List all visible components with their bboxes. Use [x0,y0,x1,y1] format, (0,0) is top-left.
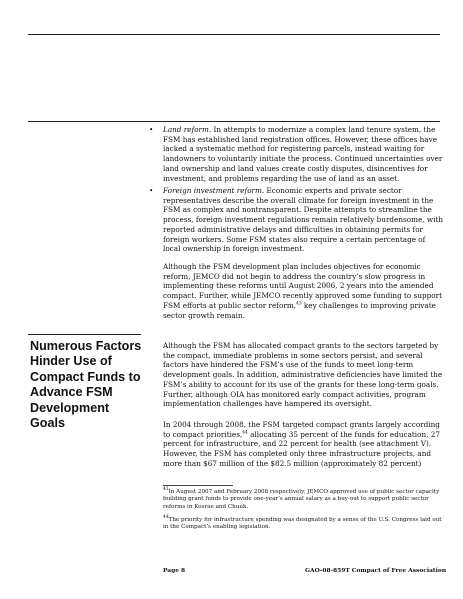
footnote-separator [163,485,233,486]
bullet-land-reform [149,125,443,183]
bullet-body: In attempts to modernize a complex land tenure system, the FSM has established land registration offices. However, these offices have lacked a systematic method for registering parcels, instead waiting for landowners to voluntarily initiate the process. Continued uncertainties over land ownership and land values create costly disputes, disincentives for investment, and problems regarding the use of land as an asset. [163,125,443,183]
bullet-foreign-investment-reform [149,186,443,254]
paragraph-text: key challenges to improving private sector growth remain. [163,300,436,320]
paragraph-economic-reform [163,262,443,320]
footnote-44 [163,517,443,532]
bullet-lead: Foreign investment reform. [163,186,265,195]
paragraph-text: allocating 35 percent of the funds for education, 27 percent for infrastructure, and 22 percent for health (see attachment V). However, the FSM has completed only three infrastructure projects, and more than $67 million of the $82.5 million (approximately 82 percent) [163,429,440,468]
bullet-dot: • [149,125,154,134]
paragraph-text: In 2004 through 2008, the FSM targeted compact grants largely according to compact priorities, [163,420,440,439]
section-rule [28,121,440,122]
paragraph-text: Although the FSM development plan includes objectives for economic reform, JEMCO did not begin to address the country’s slow progress in implementing these reforms until August 2006, 2 years into the amended compact. Further, while JEMCO recently approved some funding to support FSM efforts at public sector reform, [163,262,443,310]
bullet-dot: • [149,186,154,195]
bullet-text [163,186,443,254]
side-heading-rule [28,334,141,335]
footnote-43 [163,489,443,511]
side-heading: Numerous Factors Hinder Use of Compact Funds to Advance FSM Development Goals [30,339,142,431]
footnote-ref[interactable]: 44 [242,430,248,436]
footnote-number: 43 [163,487,169,493]
header-rule [28,34,440,35]
report-title: GAO-08-859T Compact of Free Association [305,567,447,574]
paragraph-targeted-grants [163,420,443,469]
footnote-number: 44 [163,515,169,521]
paragraph-compact-grants: Although the FSM has allocated compact grants to the sectors targeted by the compact, immediate problems in some sectors persist, and several factors have hindered the FSM’s use of the funds to meet long-term development goals. In addition, administrative deficiencies have limited the FSM’s ability to account for its use of the grants for these long-term goals. Further, although OIA has monitored early compact activities, program implementation challenges have hampered its oversight. [163,341,443,409]
footnote-ref[interactable]: 43 [296,301,302,307]
page-number: Page 8 [163,567,186,574]
bullet-text [163,125,443,183]
bullet-body: Economic experts and private sector representatives describe the overall climate for foreign investment in the FSM as complex and nontransparent. Despite attempts to streamline the process, foreign investment regulations remain relatively burdensome, with reported administrative delays and difficulties in obtaining permits for foreign workers. Some FSM states also require a certain percentage of local ownership in foreign investment. [163,186,443,254]
bullet-lead: Land reform. [163,125,212,134]
footnote-text: The priority for infrastructure spending was designated by a sense of the U.S. Congress laid out in the Compact’s enabling legislation. [163,517,442,531]
footnote-text: In August 2007 and February 2008 respectively, JEMCO approved use of public sector capacity building grant funds to provide one-year’s annual salary as a buy-out to support public sector reforms in Kosrae and Chuuk. [163,489,440,510]
